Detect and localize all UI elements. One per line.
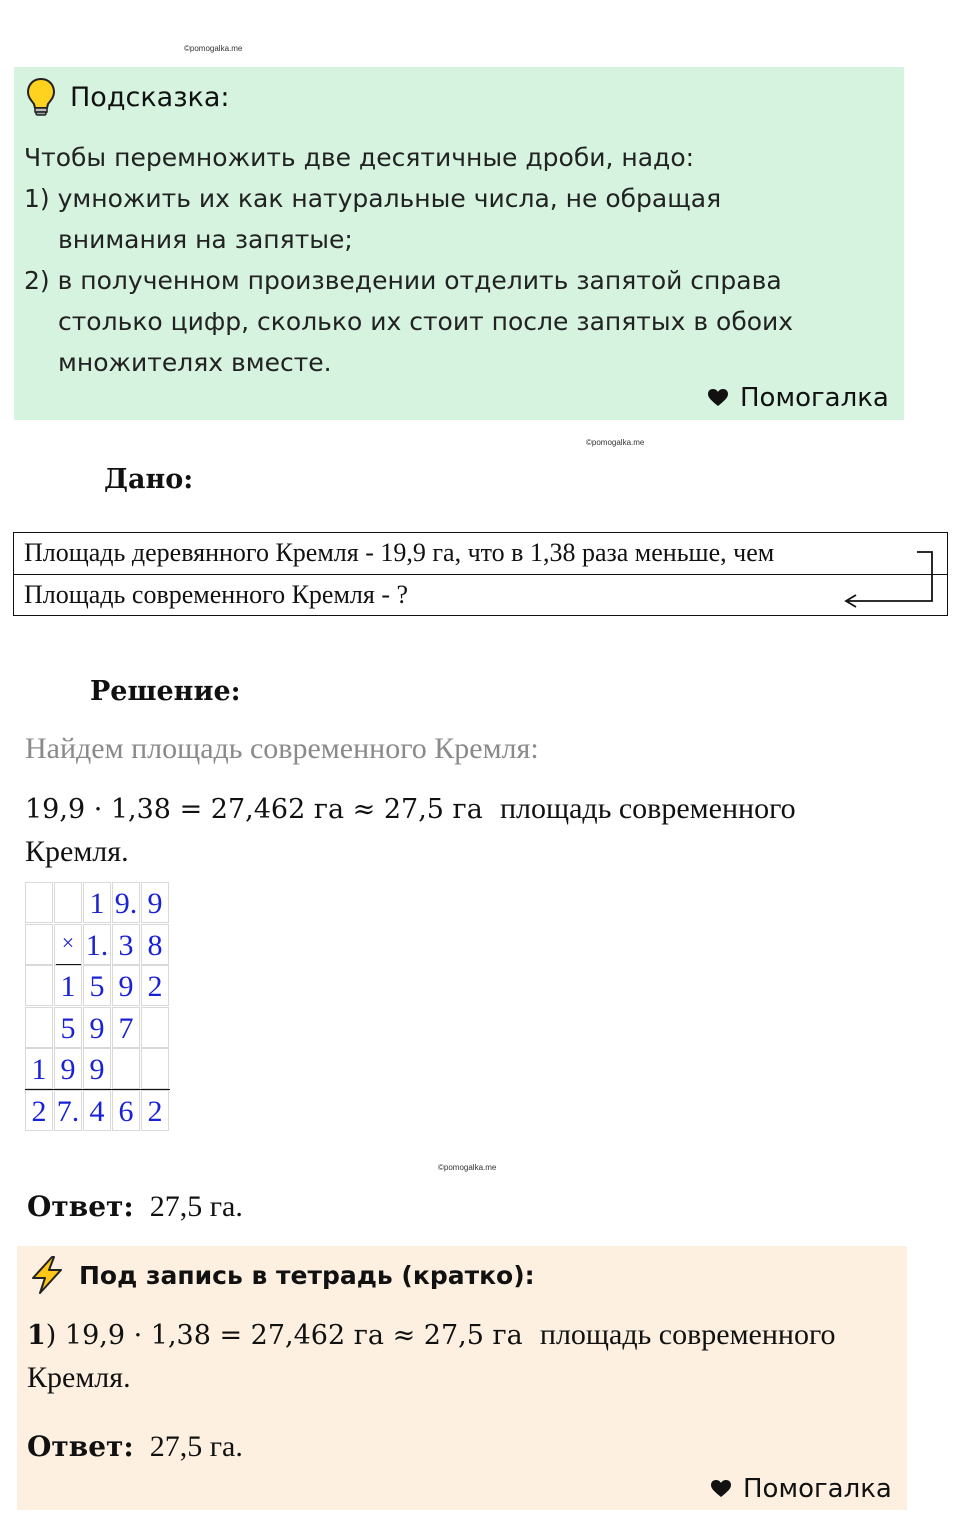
grid-cell: 7 [112, 1007, 140, 1048]
answer-value: 27,5 га. [149, 1430, 243, 1463]
brand-name: Помогалка [743, 1474, 892, 1504]
grid-cell: 2 [141, 965, 169, 1006]
formula-description: площадь современного [499, 792, 796, 825]
answer [27, 1190, 243, 1224]
given-table [13, 532, 948, 616]
formula-description-cont: Кремля. [27, 1361, 131, 1394]
notebook-answer [27, 1430, 243, 1464]
grid-cell [25, 924, 53, 965]
notebook-header [27, 1254, 535, 1296]
grid-cell: 2 [25, 1090, 53, 1131]
hint-title: Подсказка: [70, 81, 230, 113]
brand-signature [711, 1474, 892, 1504]
hint-box [14, 67, 904, 420]
watermark: ©pomogalka.me [438, 1163, 497, 1172]
grid-cell [112, 1048, 140, 1089]
given-row-modern-kremlin: Площадь современного Кремля - ? [24, 580, 409, 609]
step-number: 1 [27, 1320, 46, 1351]
grid-cell: × [54, 924, 82, 965]
grid-cell [141, 1048, 169, 1089]
hint-line: 1) умножить их как натуральные числа, не обращая [24, 184, 722, 213]
hint-header [26, 77, 230, 117]
grid-cell [54, 882, 82, 923]
notebook-title: Под запись в тетрадь (кратко): [79, 1260, 535, 1290]
answer-label: Ответ: [27, 1430, 134, 1463]
grid-cell [141, 1007, 169, 1048]
solution-intro: Найдем площадь современного Кремля: [25, 732, 539, 765]
lightbulb-icon [26, 77, 56, 117]
formula-description: площадь современного [539, 1318, 836, 1351]
grid-cell: 5 [83, 965, 111, 1006]
notebook-formula [27, 1314, 907, 1400]
watermark: ©pomogalka.me [586, 438, 645, 447]
heart-icon [708, 389, 728, 407]
solution-label: Решение: [90, 676, 241, 707]
grid-cell: 1. [83, 924, 111, 965]
formula-expression: ) 19,9 · 1,38 = 27,462 га ≈ 27,5 га [45, 1320, 523, 1351]
heart-icon [711, 1480, 731, 1498]
watermark: ©pomogalka.me [184, 44, 243, 53]
grid-cell [25, 882, 53, 923]
hint-line: Чтобы перемножить две десятичные дроби, надо: [24, 143, 695, 172]
result-line [25, 1089, 170, 1090]
grid-cell: 9 [141, 882, 169, 923]
answer-value: 27,5 га. [149, 1190, 243, 1223]
hint-text [24, 137, 894, 383]
solution-formula [25, 788, 905, 874]
grid-cell: 1 [83, 882, 111, 923]
grid-cell: 2 [141, 1090, 169, 1131]
grid-cell: 9 [112, 965, 140, 1006]
grid-cell: 7. [54, 1090, 82, 1131]
grid-cell: 9 [83, 1007, 111, 1048]
grid-cell: 9 [83, 1048, 111, 1089]
grid-cell: 5 [54, 1007, 82, 1048]
brand-name: Помогалка [740, 383, 889, 413]
grid-cell [25, 1007, 53, 1048]
grid-cell [25, 965, 53, 1006]
grid-cell: 1 [54, 965, 82, 1006]
given-row-wooden-kremlin: Площадь деревянного Кремля - 19,9 га, что в 1,38 раза меньше, чем [14, 533, 947, 575]
given-label: Дано: [104, 464, 194, 495]
answer-label: Ответ: [27, 1190, 134, 1223]
grid-cell: 9. [112, 882, 140, 923]
grid-cell: 1 [25, 1048, 53, 1089]
relation-arrow [14, 533, 949, 617]
hint-line: столько цифр, сколько их стоит после запятых в обоих [58, 307, 794, 336]
grid-cell: 8 [141, 924, 169, 965]
hint-line: 2) в полученном произведении отделить запятой справа [24, 266, 782, 295]
grid-cell: 6 [112, 1090, 140, 1131]
notebook-box [17, 1246, 907, 1510]
hint-line: множителях вместе. [58, 348, 332, 377]
brand-signature [708, 383, 889, 413]
hint-line: внимания на запятые; [58, 225, 353, 254]
grid-cell: 9 [54, 1048, 82, 1089]
formula-expression: 19,9 · 1,38 = 27,462 га ≈ 27,5 га [25, 794, 483, 825]
multiplier-underline [56, 964, 81, 965]
grid-cell: 4 [83, 1090, 111, 1131]
formula-description-cont: Кремля. [25, 835, 129, 868]
grid-cell: 3 [112, 924, 140, 965]
lightning-icon [27, 1255, 67, 1295]
